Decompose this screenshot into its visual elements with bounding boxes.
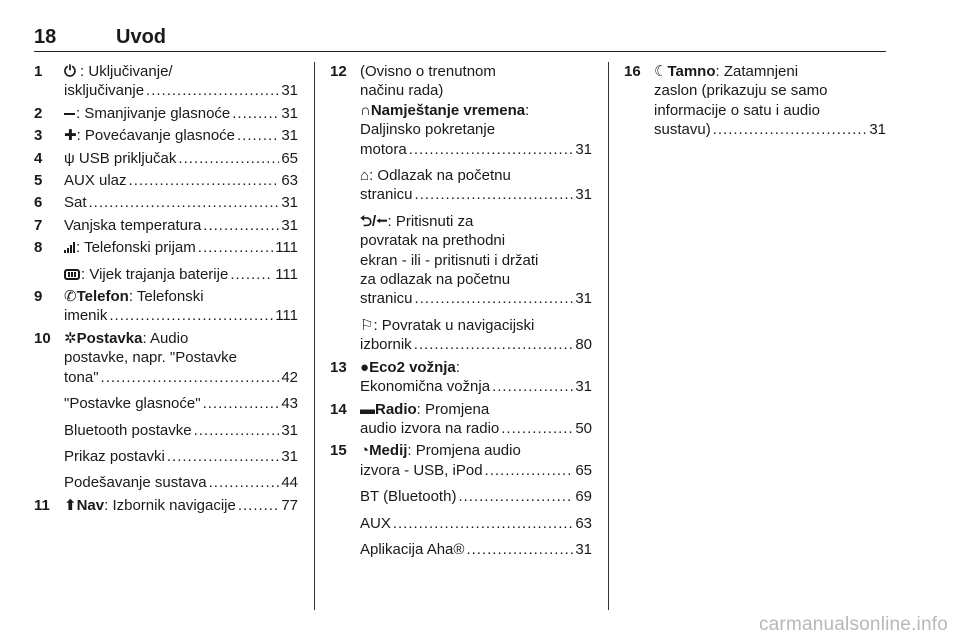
signal-icon — [64, 242, 75, 253]
column-divider — [314, 62, 315, 610]
page-ref[interactable]: 31 — [281, 447, 298, 465]
gear-icon: ✲ — [64, 329, 77, 347]
column-1 — [34, 62, 298, 518]
index-entry-14: 14 ▬Radio: Promjena audio izvora na radio ..... 50 — [330, 400, 592, 439]
page-ref[interactable]: 44 — [281, 474, 298, 492]
page-ref[interactable]: 77 — [281, 496, 298, 514]
index-entry-16: 16 ☾Tamno: Zatamnjeni zaslon (prikazuju se samo informacije o satu i audio sustavu) ..... 31 — [624, 62, 886, 140]
usb-icon: ψ — [64, 149, 75, 167]
minus-icon — [64, 113, 75, 116]
index-entry-10: 10 ✲Postavka: Audio postavke, napr. "Postavke tona" ..... 42 — [34, 329, 298, 387]
page-ref[interactable]: 31 — [869, 121, 886, 139]
page-ref[interactable]: 31 — [281, 216, 298, 234]
home-icon: ⌂ — [360, 167, 370, 185]
index-subentry: Prikaz postavki ..... 31 — [34, 447, 298, 466]
page-ref[interactable]: 31 — [575, 540, 592, 558]
page-ref[interactable]: 65 — [575, 461, 592, 479]
page-ref[interactable]: 43 — [281, 395, 298, 413]
page-ref[interactable]: 80 — [575, 336, 592, 354]
index-entry-3: 3 ✚: Povećavanje glasnoće ..... 31 — [34, 126, 298, 145]
flag-icon: ⚐ — [360, 316, 374, 334]
index-subentry: ⮌/⭠: Pritisnuti za povratak na prethodni ekran - ili - pritisnuti i držati za odlazak na početnu stranicu ..... 31 — [330, 212, 592, 309]
page-ref[interactable]: 63 — [575, 514, 592, 532]
index-entry-8: 8 : Telefonski prijam ..... 111 — [34, 238, 298, 257]
page-ref[interactable]: 31 — [575, 290, 592, 308]
page-ref[interactable]: 31 — [281, 82, 298, 100]
power-icon: ⏻ — [64, 63, 76, 80]
index-entry-7: 7 Vanjska temperatura ..... 31 — [34, 216, 298, 235]
index-entry-1: 1 ⏻ : Uključivanje/ isključivanje ..... 31 — [34, 62, 298, 101]
column-divider — [608, 62, 609, 610]
index-entry-11: 11 ⬆Nav: Izbornik navigacije ..... 77 — [34, 496, 298, 515]
index-subentry: BT (Bluetooth) ..... 69 — [330, 487, 592, 506]
page-ref[interactable]: 111 — [275, 239, 298, 257]
page-ref[interactable]: 111 — [275, 307, 298, 325]
page-ref[interactable]: 31 — [281, 104, 298, 122]
nav-arrow-icon: ⬆ — [64, 496, 77, 514]
moon-icon: ☾ — [654, 63, 668, 80]
page-ref[interactable]: 111 — [275, 265, 298, 283]
page-ref[interactable]: 31 — [281, 127, 298, 145]
index-subentry: ⚐: Povratak u navigacijski izbornik ..... 80 — [330, 316, 592, 355]
plus-icon: ✚ — [64, 127, 77, 145]
page-ref[interactable]: 65 — [281, 149, 298, 167]
index-subentry: Aplikacija Aha® ..... 31 — [330, 540, 592, 559]
index-subentry: : Vijek trajanja baterije ..... 111 — [34, 265, 298, 284]
media-icon: ◔ — [360, 442, 370, 460]
index-entry-4: 4 ψ USB priključak ..... 65 — [34, 149, 298, 168]
page-ref[interactable]: 31 — [575, 140, 592, 158]
index-subentry: AUX ..... 63 — [330, 514, 592, 533]
column-3 — [624, 62, 886, 143]
section-title: Uvod — [116, 26, 166, 48]
watermark: carmanualsonline.info — [758, 614, 948, 635]
page-ref[interactable]: 63 — [281, 172, 298, 190]
battery-icon — [64, 269, 80, 280]
index-entry-6: 6 Sat ..... 31 — [34, 193, 298, 212]
eco-icon: ● — [360, 358, 370, 376]
page-ref[interactable]: 31 — [575, 378, 592, 396]
index-entry-5: 5 AUX ulaz ..... 63 — [34, 171, 298, 190]
page-ref[interactable]: 42 — [281, 368, 298, 386]
page-number: 18 — [34, 26, 57, 48]
radio-icon: ▬ — [360, 400, 375, 418]
page-ref[interactable]: 50 — [575, 419, 592, 437]
index-entry-13: 13 ●Eco2 vožnja: Ekonomična vožnja ..... 31 — [330, 358, 592, 397]
index-subentry: Podešavanje sustava ..... 44 — [34, 473, 298, 492]
index-subentry: ⌂: Odlazak na početnu stranicu ..... 31 — [330, 166, 592, 205]
voice-icon: ∩ — [360, 101, 371, 119]
index-entry-15: 15 ◔Medij: Promjena audio izvora - USB, iPod ..... 65 — [330, 441, 592, 480]
back-icon: ⮌/⭠ — [360, 212, 388, 230]
column-2 — [330, 62, 592, 562]
page-ref[interactable]: 69 — [575, 488, 592, 506]
page-ref[interactable]: 31 — [281, 194, 298, 212]
page-ref[interactable]: 31 — [575, 186, 592, 204]
index-entry-9: 9 ✆Telefon: Telefonski imenik ..... 111 — [34, 287, 298, 326]
phone-icon: ✆ — [64, 288, 77, 306]
index-subentry: "Postavke glasnoće" ..... 43 — [34, 394, 298, 413]
index-entry-12: 12 (Ovisno o trenutnom načinu rada) ∩Namještanje vremena: Daljinsko pokretanje motora ..... 31 — [330, 62, 592, 159]
page-ref[interactable]: 31 — [281, 421, 298, 439]
index-entry-2: 2 : Smanjivanje glasnoće ..... 31 — [34, 104, 298, 123]
index-subentry: Bluetooth postavke ..... 31 — [34, 421, 298, 440]
page-header — [34, 26, 886, 52]
